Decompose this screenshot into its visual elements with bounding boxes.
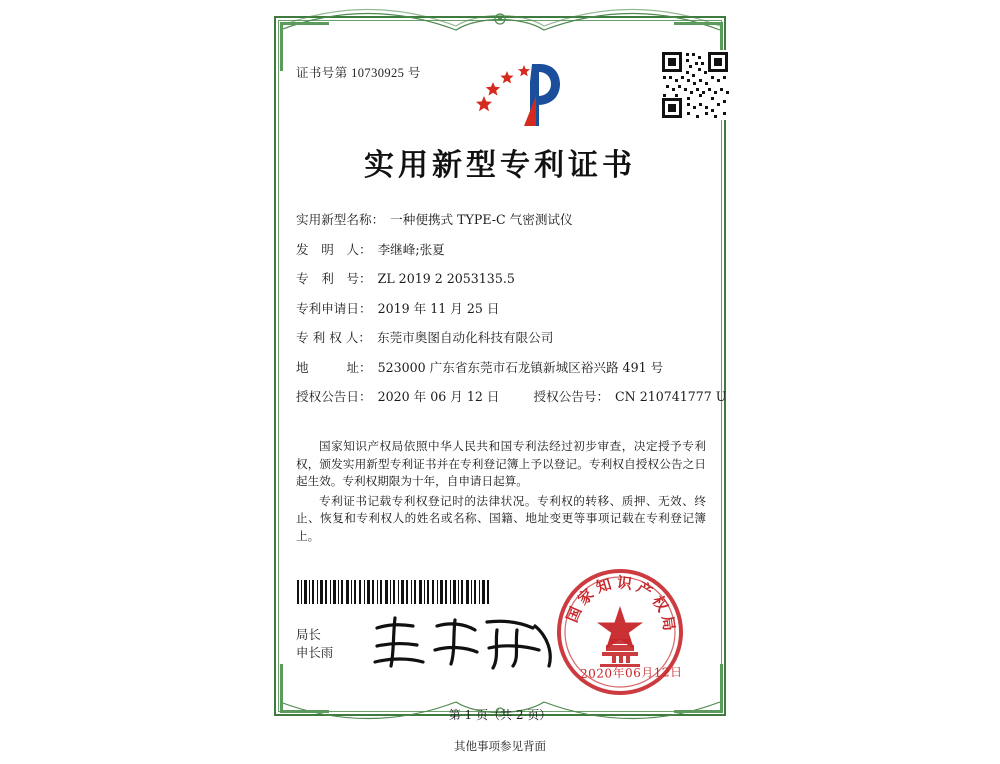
field-label-announcement-number: 授权公告号： xyxy=(533,390,610,404)
field-row xyxy=(296,330,716,346)
page-title: 实用新型专利证书 xyxy=(364,148,636,183)
field-row xyxy=(296,242,716,258)
seal-date: 2020年06月12日 xyxy=(579,665,683,681)
director-signature xyxy=(367,612,567,672)
field-value-announcement-number: CN 210741777 U xyxy=(615,389,727,404)
field-value: 李继峰;张夏 xyxy=(377,241,445,257)
cnipa-emblem-icon xyxy=(476,56,562,130)
qr-code-icon xyxy=(660,50,730,120)
field-value-announcement-date: 2020 年 06 月 12 日 xyxy=(377,389,500,404)
field-row xyxy=(296,301,716,317)
field-row xyxy=(296,271,716,287)
certificate-fields xyxy=(296,212,727,419)
field-row xyxy=(296,360,716,376)
svg-text:国家知识产权局: 国家知识产权局 xyxy=(562,573,679,636)
page-indicator: 第 1 页（共 2 页） xyxy=(448,708,552,722)
barcode-icon xyxy=(296,580,492,604)
director-label xyxy=(296,626,333,662)
patent-certificate-page xyxy=(222,0,778,764)
director-name: 申长雨 xyxy=(296,645,334,660)
field-label: 专 利 权 人： xyxy=(296,330,371,345)
certificate-number: 证书号第 10730925 号 xyxy=(296,66,421,80)
field-row-announcement xyxy=(296,389,727,405)
field-label-announcement-date: 授权公告日： xyxy=(296,389,372,404)
field-label: 实用新型名称： xyxy=(296,212,385,227)
field-value: ZL 2019 2 2053135.5 xyxy=(377,271,515,286)
field-label: 专 利 号： xyxy=(296,271,372,286)
ornament-top-band xyxy=(278,6,722,32)
footer-note: 其他事项参见背面 xyxy=(454,739,546,753)
field-value: 东莞市奥图自动化科技有限公司 xyxy=(376,330,554,345)
field-value: 2019 年 11 月 25 日 xyxy=(377,300,500,316)
legal-paragraph-1: 国家知识产权局依照中华人民共和国专利法经过初步审查，决定授予专利权，颁发实用新型专利证书并在专利登记簿上予以登记。专利权自授权公告之日起生效。专利权期限为十年，自申请日起算。 xyxy=(296,439,706,488)
legal-paragraph-2: 专利证书记载专利权登记时的法律状况。专利权的转移、质押、无效、终止、恢复和专利权人的姓名或名称、国籍、地址变更等事项记载在专利登记簿上。 xyxy=(296,493,706,543)
director-title: 局长 xyxy=(296,627,321,642)
field-label: 地 址： xyxy=(296,359,372,375)
field-row xyxy=(296,212,716,228)
field-label: 发 明 人： xyxy=(296,241,372,257)
field-value: 523000 广东省东莞市石龙镇新城区裕兴路 491 号 xyxy=(377,359,664,375)
field-value: 一种便携式 TYPE-C 气密测试仪 xyxy=(390,212,573,227)
legal-text-block xyxy=(296,438,706,547)
field-label: 专利申请日： xyxy=(296,300,372,316)
